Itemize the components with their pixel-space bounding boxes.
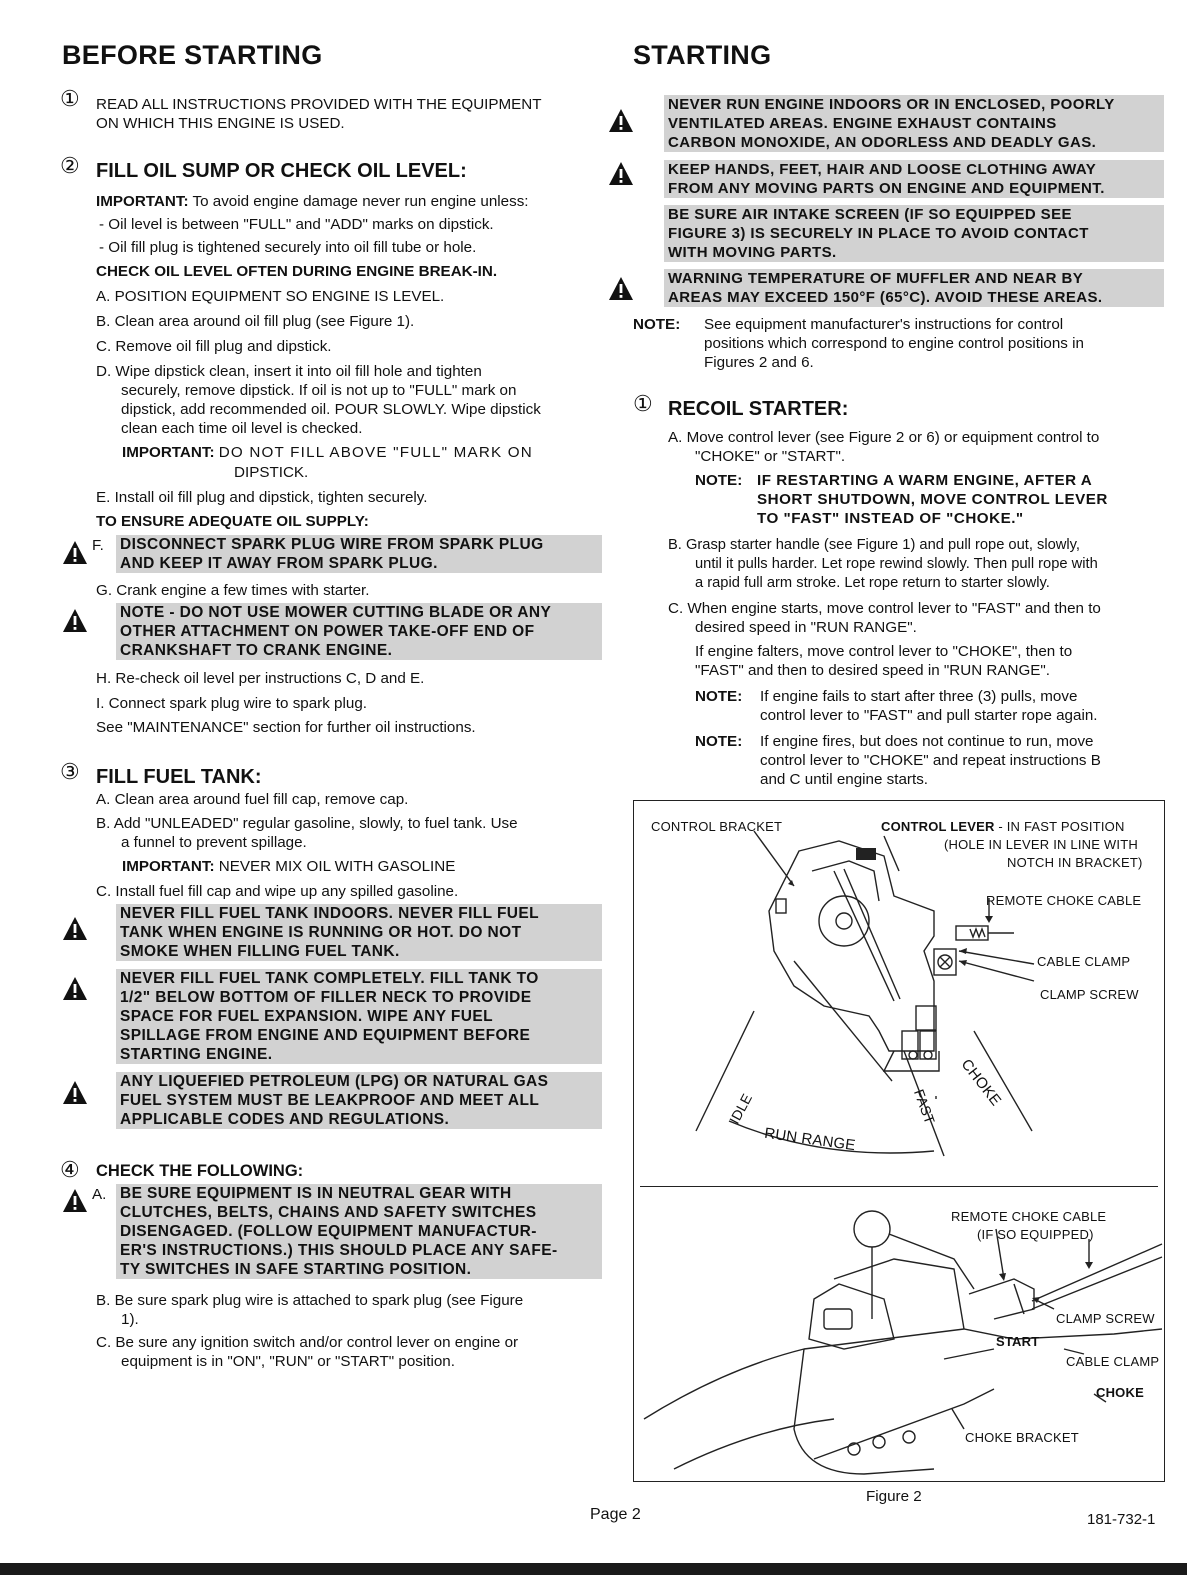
warning-icon bbox=[62, 608, 88, 634]
recoil-starter-title: RECOIL STARTER: bbox=[668, 398, 849, 420]
control-lever-label: CONTROL LEVER bbox=[881, 819, 995, 834]
dipstick-important-text: DO NOT FILL ABOVE "FULL" MARK ON bbox=[218, 444, 533, 461]
recoil-step-c bbox=[668, 599, 1165, 637]
warning-line: NEVER RUN ENGINE INDOORS OR IN ENCLOSED, POORLY bbox=[668, 96, 1115, 113]
warning-line: OTHER ATTACHMENT ON POWER TAKE-OFF END OF bbox=[120, 623, 535, 640]
recoil-line: a rapid full arm stroke. Let rope return to starter slowly. bbox=[695, 575, 1050, 591]
start-label: START bbox=[996, 1334, 1040, 1349]
clamp-screw-label-2: CLAMP SCREW bbox=[1056, 1311, 1155, 1326]
warning-icon bbox=[62, 1080, 88, 1106]
note-label: NOTE: bbox=[633, 316, 681, 333]
warning-icon bbox=[62, 1188, 88, 1214]
oil-step-c: C. Remove oil fill plug and dipstick. bbox=[96, 338, 332, 355]
warning-line: ANY LIQUEFIED PETROLEUM (LPG) OR NATURAL GAS bbox=[120, 1073, 549, 1090]
fuel-step-b bbox=[96, 814, 598, 852]
control-lever-callout bbox=[881, 819, 1125, 834]
fuel-step-c: C. Install fuel fill cap and wipe up any spilled gasoline. bbox=[96, 883, 459, 900]
warning-line: AREAS MAY EXCEED 150°F (65°C). AVOID THESE AREAS. bbox=[668, 289, 1103, 306]
before-starting-heading: BEFORE STARTING bbox=[62, 40, 323, 70]
fails-note bbox=[760, 687, 1164, 725]
warning-line: TANK WHEN ENGINE IS RUNNING OR HOT. DO NOT bbox=[120, 924, 522, 941]
note-line: TO "FAST" INSTEAD OF "CHOKE." bbox=[757, 510, 1024, 527]
cable-clamp-label-2: CABLE CLAMP bbox=[1066, 1354, 1160, 1369]
warning-line: SMOKE WHEN FILLING FUEL TANK. bbox=[120, 943, 400, 960]
choke-arc-label: CHOKE bbox=[957, 1056, 1005, 1110]
if-equipped-label: (IF SO EQUIPPED) bbox=[977, 1227, 1094, 1242]
choke-bracket-label: CHOKE BRACKET bbox=[965, 1430, 1079, 1445]
fuel-step-b-line: B. Add "UNLEADED" regular gasoline, slowly, to fuel tank. Use bbox=[96, 815, 518, 832]
recoil-line: C. When engine starts, move control lever to "FAST" and then to bbox=[668, 600, 1101, 617]
check-oil-often: CHECK OIL LEVEL OFTEN DURING ENGINE BREAK-IN. bbox=[96, 263, 498, 280]
figure-2 bbox=[633, 800, 1165, 1482]
warning-line: FROM ANY MOVING PARTS ON ENGINE AND EQUIPMENT. bbox=[668, 180, 1105, 197]
warning-line: CARBON MONOXIDE, AN ODORLESS AND DEADLY GAS. bbox=[668, 134, 1097, 151]
oil-step-b: B. Clean area around oil fill plug (see Figure 1). bbox=[96, 313, 415, 330]
warning-icon bbox=[608, 276, 634, 302]
step-1-number: ① bbox=[60, 86, 80, 111]
hole-note-2: NOTCH IN BRACKET) bbox=[1007, 855, 1143, 870]
air-intake-warning bbox=[664, 205, 1164, 262]
warning-line: CLUTCHES, BELTS, CHAINS AND SAFETY SWITCHES bbox=[120, 1204, 537, 1221]
recoil-falter bbox=[695, 642, 1163, 680]
warm-engine-note bbox=[757, 471, 1163, 528]
blade-note-warning bbox=[116, 603, 602, 660]
clamp-screw-label: CLAMP SCREW bbox=[1040, 987, 1139, 1002]
note-line: If engine fails to start after three (3) pulls, move bbox=[760, 688, 1078, 705]
control-positions-note bbox=[704, 315, 1164, 372]
fuel-important-text: NEVER MIX OIL WITH GASOLINE bbox=[218, 858, 456, 875]
recoil-line: "CHOKE" or "START". bbox=[695, 448, 846, 465]
important-label: IMPORTANT: bbox=[96, 193, 189, 210]
oil-step-d-line: D. Wipe dipstick clean, insert it into oil fill hole and tighten bbox=[96, 363, 482, 380]
note-line: SHORT SHUTDOWN, MOVE CONTROL LEVER bbox=[757, 491, 1108, 508]
warning-icon bbox=[608, 108, 634, 134]
step-3-number: ③ bbox=[60, 759, 80, 784]
step-2-number: ② bbox=[60, 153, 80, 178]
figure-caption: Figure 2 bbox=[866, 1488, 922, 1505]
page-number: Page 2 bbox=[590, 1506, 641, 1523]
warning-line: TY SWITCHES IN SAFE STARTING POSITION. bbox=[120, 1261, 472, 1278]
warning-line: BE SURE AIR INTAKE SCREEN (IF SO EQUIPPED SEE bbox=[668, 206, 1072, 223]
warning-icon bbox=[62, 916, 88, 942]
warning-line: NOTE - DO NOT USE MOWER CUTTING BLADE OR ANY bbox=[120, 604, 552, 621]
cable-clamp-label: CABLE CLAMP bbox=[1037, 954, 1131, 969]
note-line: See equipment manufacturer's instructions for control bbox=[704, 316, 1064, 333]
recoil-step-b bbox=[668, 536, 1165, 593]
oil-step-d bbox=[96, 362, 598, 438]
warning-line: SPACE FOR FUEL EXPANSION. WIPE ANY FUEL bbox=[120, 1008, 494, 1025]
oil-step-d-line: dipstick, add recommended oil. POUR SLOWLY. Wipe dipstick bbox=[121, 401, 541, 418]
oil-step-a: A. POSITION EQUIPMENT SO ENGINE IS LEVEL. bbox=[96, 288, 445, 305]
spark-plug-warning bbox=[116, 535, 602, 573]
muffler-warning bbox=[664, 269, 1164, 307]
note-line: Figures 2 and 6. bbox=[704, 354, 814, 371]
warning-line: FIGURE 3) IS SECURELY IN PLACE TO AVOID CONTACT bbox=[668, 225, 1089, 242]
recoil-number: ① bbox=[633, 391, 653, 416]
warning-icon bbox=[608, 161, 634, 187]
warning-line: FUEL SYSTEM MUST BE LEAKPROOF AND MEET ALL bbox=[120, 1092, 540, 1109]
fuel-step-b-line: a funnel to prevent spillage. bbox=[121, 834, 307, 851]
warning-line: AND KEEP IT AWAY FROM SPARK PLUG. bbox=[120, 555, 438, 572]
fast-arc-label: FAST bbox=[910, 1087, 939, 1127]
note-line: control lever to "FAST" and pull starter rope again. bbox=[760, 707, 1098, 724]
bottom-edge bbox=[0, 1563, 1187, 1575]
oil-step-i: I. Connect spark plug wire to spark plug. bbox=[96, 695, 367, 712]
remote-choke-cable-label-2: REMOTE CHOKE CABLE bbox=[951, 1209, 1107, 1224]
recoil-line: A. Move control lever (see Figure 2 or 6) or equipment control to bbox=[668, 429, 1100, 446]
step-4a-letter: A. bbox=[92, 1186, 107, 1203]
warning-line: STARTING ENGINE. bbox=[120, 1046, 273, 1063]
moving-parts-warning bbox=[664, 160, 1164, 198]
dipstick-important-label: IMPORTANT: bbox=[122, 444, 215, 461]
check-step-c-line: C. Be sure any ignition switch and/or control lever on engine or bbox=[96, 1334, 519, 1351]
note-line: and C until engine starts. bbox=[760, 771, 929, 788]
warning-icon bbox=[62, 540, 88, 566]
check-step-c-line: equipment is in "ON", "RUN" or "START" position. bbox=[121, 1353, 455, 1370]
oil-step-d-line: clean each time oil level is checked. bbox=[121, 420, 363, 437]
warning-line: BE SURE EQUIPMENT IS IN NEUTRAL GEAR WITH bbox=[120, 1185, 512, 1202]
warning-line: KEEP HANDS, FEET, HAIR AND LOOSE CLOTHING AWAY bbox=[668, 161, 1097, 178]
step-f-letter: F. bbox=[92, 537, 104, 554]
oil-step-h: H. Re-check oil level per instructions C, D and E. bbox=[96, 670, 425, 687]
step-2-title: FILL OIL SUMP OR CHECK OIL LEVEL: bbox=[96, 160, 467, 182]
recoil-line: B. Grasp starter handle (see Figure 1) and pull rope out, slowly, bbox=[668, 537, 1080, 553]
ensure-oil-supply: TO ENSURE ADEQUATE OIL SUPPLY: bbox=[96, 513, 369, 530]
neutral-gear-warning bbox=[116, 1184, 602, 1279]
recoil-step-a bbox=[668, 428, 1165, 466]
recoil-line: "FAST" and then to desired speed in "RUN RANGE". bbox=[695, 662, 1051, 679]
warning-line: VENTILATED AREAS. ENGINE EXHAUST CONTAINS bbox=[668, 115, 1057, 132]
fast-position-label: - IN FAST POSITION bbox=[998, 819, 1125, 834]
warning-line: NEVER FILL FUEL TANK INDOORS. NEVER FILL FUEL bbox=[120, 905, 540, 922]
warning-line: WITH MOVING PARTS. bbox=[668, 244, 837, 261]
choke-label: CHOKE bbox=[1096, 1385, 1144, 1400]
warning-line: APPLICABLE CODES AND REGULATIONS. bbox=[120, 1111, 450, 1128]
step-4-number: ④ bbox=[60, 1157, 80, 1182]
oil-dash-1: - Oil level is between "FULL" and "ADD" marks on dipstick. bbox=[99, 216, 494, 233]
note-line: If engine fires, but does not continue to run, move bbox=[760, 733, 1094, 750]
fuel-warning-2 bbox=[116, 969, 602, 1064]
oil-step-d-line: securely, remove dipstick. If oil is not up to "FULL" mark on bbox=[121, 382, 517, 399]
warning-line: NEVER FILL FUEL TANK COMPLETELY. FILL TANK TO bbox=[120, 970, 539, 987]
maintenance-reference: See "MAINTENANCE" section for further oil instructions. bbox=[96, 719, 476, 736]
fails-note-label: NOTE: bbox=[695, 688, 743, 705]
step-1-line-1: READ ALL INSTRUCTIONS PROVIDED WITH THE EQUIPMENT bbox=[96, 96, 542, 113]
document-number: 181-732-1 bbox=[1087, 1511, 1156, 1528]
fuel-step-a: A. Clean area around fuel fill cap, remove cap. bbox=[96, 791, 409, 808]
run-range-label: RUN RANGE bbox=[763, 1124, 857, 1155]
warning-line: ER'S INSTRUCTIONS.) THIS SHOULD PLACE ANY SAFE- bbox=[120, 1242, 558, 1259]
step-3-title: FILL FUEL TANK: bbox=[96, 766, 262, 788]
step-1-text bbox=[96, 95, 601, 133]
remote-choke-cable-label: REMOTE CHOKE CABLE bbox=[986, 893, 1142, 908]
warning-line: SPILLAGE FROM ENGINE AND EQUIPMENT BEFORE bbox=[120, 1027, 531, 1044]
dipstick-important-text-2: DIPSTICK. bbox=[234, 464, 309, 481]
starting-heading: STARTING bbox=[633, 40, 772, 70]
fires-note-label: NOTE: bbox=[695, 733, 743, 750]
carbon-monoxide-warning bbox=[664, 95, 1164, 152]
fuel-warning-1 bbox=[116, 904, 602, 961]
check-step-c bbox=[96, 1333, 598, 1371]
fires-note bbox=[760, 732, 1164, 789]
warning-line: DISCONNECT SPARK PLUG WIRE FROM SPARK PLUG bbox=[120, 536, 544, 553]
control-bracket-label: CONTROL BRACKET bbox=[651, 819, 783, 834]
note-line: control lever to "CHOKE" and repeat instructions B bbox=[760, 752, 1101, 769]
recoil-line: If engine falters, move control lever to "CHOKE", then to bbox=[695, 643, 1073, 660]
warm-engine-note-label: NOTE: bbox=[695, 472, 743, 489]
figure-divider bbox=[640, 1186, 1158, 1187]
fuel-warning-3 bbox=[116, 1072, 602, 1129]
note-line: IF RESTARTING A WARM ENGINE, AFTER A bbox=[757, 472, 1093, 489]
recoil-line: desired speed in "RUN RANGE". bbox=[695, 619, 917, 636]
check-step-b-line: B. Be sure spark plug wire is attached to spark plug (see Figure bbox=[96, 1292, 524, 1309]
oil-dash-2: - Oil fill plug is tightened securely into oil fill tube or hole. bbox=[99, 239, 477, 256]
hole-note-1: (HOLE IN LEVER IN LINE WITH bbox=[944, 837, 1138, 852]
warning-line: WARNING TEMPERATURE OF MUFFLER AND NEAR BY bbox=[668, 270, 1084, 287]
step-4-title: CHECK THE FOLLOWING: bbox=[96, 1162, 304, 1180]
step-1-line-2: ON WHICH THIS ENGINE IS USED. bbox=[96, 115, 345, 132]
warning-line: DISENGAGED. (FOLLOW EQUIPMENT MANUFACTUR- bbox=[120, 1223, 537, 1240]
oil-step-e: E. Install oil fill plug and dipstick, tighten securely. bbox=[96, 489, 428, 506]
warning-line: 1/2" BELOW BOTTOM OF FILLER NECK TO PROVIDE bbox=[120, 989, 532, 1006]
check-step-b-line: 1). bbox=[121, 1311, 139, 1328]
recoil-line: until it pulls harder. Let rope rewind slowly. Then pull rope with bbox=[695, 556, 1098, 572]
check-step-b bbox=[96, 1291, 598, 1329]
note-line: positions which correspond to engine control positions in bbox=[704, 335, 1084, 352]
fuel-important-label: IMPORTANT: bbox=[122, 858, 215, 875]
oil-step-g: G. Crank engine a few times with starter. bbox=[96, 582, 370, 599]
idle-arc-label: IDLE bbox=[726, 1090, 756, 1127]
important-text: To avoid engine damage never run engine unless: bbox=[192, 193, 529, 210]
warning-icon bbox=[62, 976, 88, 1002]
warning-line: CRANKSHAFT TO CRANK ENGINE. bbox=[120, 642, 393, 659]
